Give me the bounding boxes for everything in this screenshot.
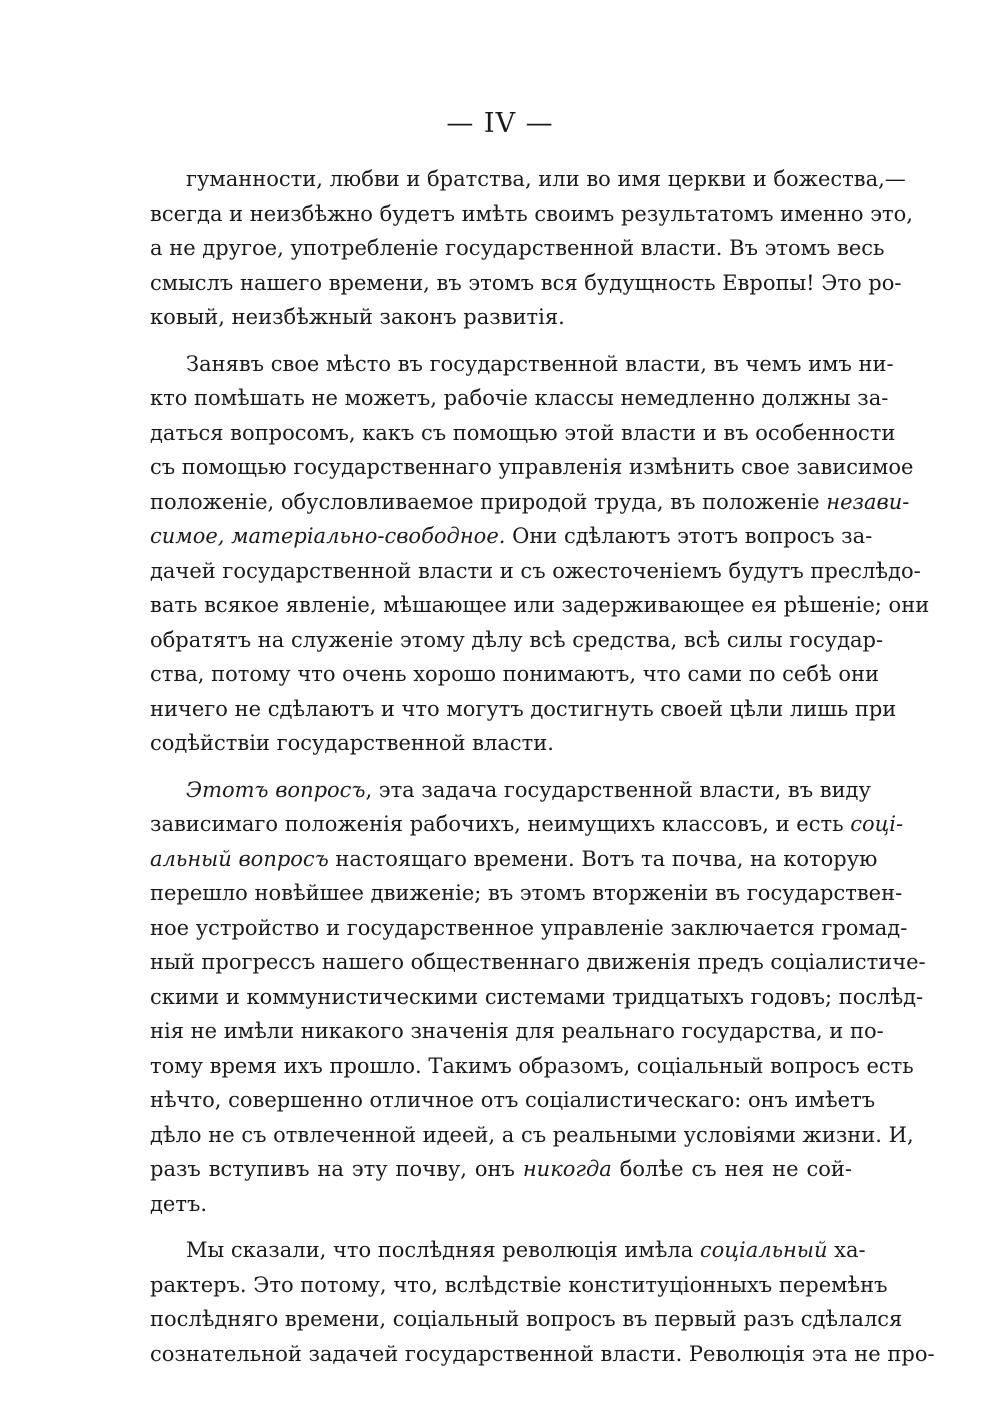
text-line	[150, 726, 852, 761]
line-text: ковый, неизбѣжный законъ развитія.	[150, 305, 565, 329]
line-text: настоящаго времени. Вотъ та почва, на которую	[328, 846, 878, 871]
line-text: вать всякое явленіе, мѣшающее или задерживающее ея рѣшеніе; они	[150, 593, 930, 617]
line-text: нія не имѣли никакого значенія для реальнаго государства, и по-	[150, 1019, 884, 1043]
line-text: обратятъ на служеніе этому дѣлу всѣ средства, всѣ силы государ-	[150, 627, 884, 652]
line-text: болѣе съ нея не сой-	[611, 1157, 853, 1181]
line-text: Мы сказали, что послѣдняя революція имѣла	[186, 1238, 700, 1262]
paragraph	[150, 1233, 935, 1371]
text-line	[150, 773, 871, 808]
text-line	[150, 911, 908, 946]
line-text: детъ.	[150, 1191, 208, 1216]
line-text: перешло новѣйшее движеніе; въ этомъ вторженіи въ государствен-	[150, 881, 903, 905]
emphasis-text: альный вопросъ	[150, 846, 329, 871]
line-text: положеніе, обусловливаемое природой труда, въ положеніе	[150, 489, 827, 514]
emphasis-text: незави-	[826, 489, 910, 514]
line-text: сознательной задачей государственной власти. Революція эта не про-	[150, 1341, 935, 1366]
line-text: а не другое, употребленіе государственной власти. Въ этомъ весь	[150, 236, 885, 260]
text-line	[150, 623, 884, 658]
text-line	[150, 692, 897, 727]
text-line	[150, 1152, 852, 1187]
line-text: кто помѣшать не можетъ, рабочіе классы немедленно должны за-	[150, 386, 889, 410]
paragraph	[150, 347, 930, 761]
text-line	[150, 485, 910, 520]
line-text: послѣдняго времени, соціальный вопросъ въ первый разъ сдѣлался	[150, 1307, 903, 1331]
line-text: нѣчто, совершенно отличное отъ соціалистическаго: онъ имѣетъ	[150, 1088, 876, 1112]
line-text: дѣло не съ отвлеченной идеей, а съ реальными условіями жизни. И,	[150, 1122, 914, 1147]
line-text: дачей государственной власти и съ ожесточеніемъ будутъ преслѣдо-	[150, 558, 921, 583]
text-line	[150, 842, 878, 877]
body-text	[150, 162, 935, 1371]
text-line	[150, 381, 889, 416]
text-line	[150, 1083, 876, 1118]
text-line	[150, 945, 926, 980]
emphasis-text: соціальный	[699, 1238, 828, 1262]
emphasis-text: соці-	[850, 812, 904, 836]
text-line	[150, 1302, 903, 1337]
line-text: скими и коммунистическими системами тридцатыхъ годовъ; послѣд-	[150, 984, 924, 1009]
text-line	[150, 588, 930, 623]
paragraph	[150, 773, 926, 1222]
text-line	[150, 300, 852, 335]
text-line	[150, 266, 902, 301]
text-line	[150, 450, 914, 485]
line-text: ничего не сдѣлаютъ и что могутъ достигнуть своей цѣли лишь при	[150, 696, 897, 721]
emphasis-text: Этотъ вопросъ	[186, 777, 366, 802]
line-text: Они сдѣлаютъ этотъ вопросъ за-	[505, 524, 873, 548]
text-line	[150, 1268, 888, 1303]
text-line	[150, 1014, 884, 1049]
text-line	[150, 1118, 914, 1153]
line-text: съ помощью государственнаго управленія измѣнить свое зависимое	[150, 455, 914, 479]
text-line	[150, 1049, 914, 1084]
line-text: ства, потому что очень хорошо понимаютъ, что сами по себѣ они	[150, 662, 879, 686]
line-text: ное устройство и государственное управленіе заключается громад-	[150, 915, 908, 940]
text-line	[150, 554, 921, 589]
paragraph	[150, 162, 913, 335]
line-text: зависимаго положенія рабочихъ, неимущихъ классовъ, и есть	[150, 812, 851, 836]
line-text: ха-	[827, 1238, 866, 1262]
line-text: разъ вступивъ на эту почву, онъ	[150, 1157, 523, 1181]
text-line	[150, 1187, 852, 1222]
line-text: ный прогрессъ нашего общественнаго движенія предъ соціалистиче-	[150, 950, 926, 974]
line-text: Занявъ свое мѣсто въ государственной власти, въ чемъ имъ ни-	[186, 351, 894, 376]
line-text: содѣйствіи государственной власти.	[150, 731, 554, 755]
line-text: тому время ихъ прошло. Такимъ образомъ, соціальный вопросъ есть	[150, 1053, 914, 1078]
emphasis-text: симое, матеріально-свободное.	[150, 524, 506, 548]
line-text: даться вопросомъ, какъ съ помощью этой власти и въ особенности	[150, 420, 896, 445]
text-line	[150, 197, 913, 232]
text-line	[150, 347, 894, 382]
emphasis-text: никогда	[522, 1157, 612, 1181]
line-text: гуманности, любви и братства, или во имя церкви и божества,—	[186, 167, 906, 191]
line-text: рактеръ. Это потому, что, вслѣдствіе конституціонныхъ перемѣнъ	[150, 1272, 888, 1297]
line-text: , эта задача государственной власти, въ виду	[365, 777, 871, 802]
text-line	[150, 1337, 935, 1372]
text-line	[150, 876, 903, 911]
text-line	[150, 807, 904, 842]
line-text: смыслъ нашего времени, въ этомъ вся будущность Европы! Это ро-	[150, 270, 902, 295]
text-line	[150, 519, 873, 554]
text-line	[150, 980, 924, 1015]
text-line	[150, 231, 885, 266]
text-line	[150, 1233, 866, 1268]
text-line	[150, 657, 879, 692]
text-line	[150, 416, 896, 451]
line-text: всегда и неизбѣжно будетъ имѣть своимъ результатомъ именно это,	[150, 201, 913, 226]
text-line	[150, 162, 906, 197]
page-number: — IV —	[446, 108, 554, 139]
